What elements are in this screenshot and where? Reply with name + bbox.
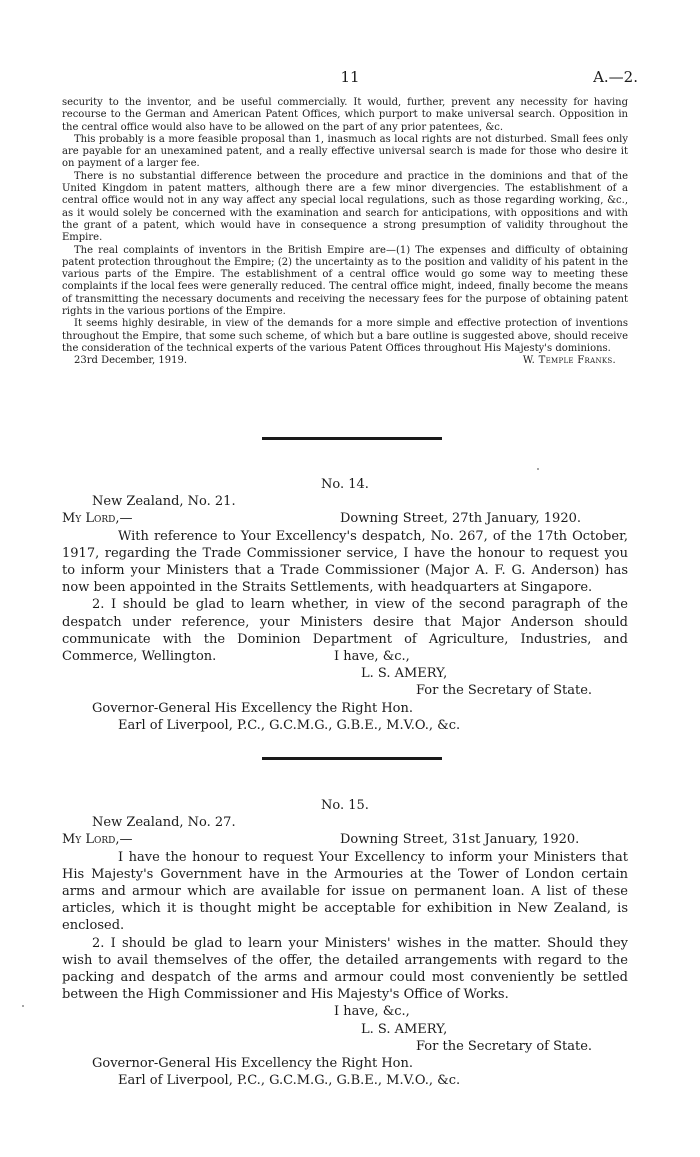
signatory-line [62,665,628,682]
report-paragraph: It seems highly desirable, in view of the demands for a more simple and effective protection of inventions throughout the Empire, that some such scheme, of which but a bare outline is suggested above, should receive the consideration of the technical experts of the various Patent Offices throughout His Majesty's dominions. [62,318,628,354]
print-speck [22,1005,24,1007]
salutation-line [62,831,628,848]
addressee-line-2: Earl of Liverpool, P.C., G.C.M.G., G.B.E., M.V.O., &c. [118,1073,461,1089]
letter-reference: New Zealand, No. 21. [92,494,236,510]
report-signature: W. Temple Franks. [522,355,616,367]
signatory-title: For the Secretary of State. [416,1038,593,1054]
letter-number: No. 14. [321,477,369,492]
addressee-line-1: Governor-General His Excellency the Right Hon. [92,700,413,716]
letter-paragraph: I have the honour to request Your Excellency to inform your Ministers that His Majesty's Government have in the Armouries at the Tower of London certain arms and armour which are available for issue on permanent loan. A list of these articles, which it is thought might be acceptable for exhibition in New Zealand, is enclosed. [62,849,628,934]
report-paragraph: This probably is a more feasible proposal than 1, inasmuch as local rights are not disturbed. Small fees only are payable for an unexamined patent, and a really effective universal search is made for those who desire it on payment of a larger fee. [62,133,628,170]
section-divider [262,437,442,440]
closing: I have, &c., [334,649,410,664]
signatory: L. S. AMERY, [361,666,448,682]
report-paragraph: security to the inventor, and be useful commercially. It would, further, prevent any necessity for having recourse to the German and American Patent Offices, which purport to make universal search. Opposition in the central office would also have to be allowed on the part of any prior patentees, &c. [62,97,628,133]
letter-no-15 [62,797,628,1089]
report-signature-row [62,355,628,369]
dateline: Downing Street, 31st January, 1920. [340,832,580,848]
signatory-title: For the Secretary of State. [416,683,593,699]
letter-no-14 [62,476,628,734]
section-divider [262,757,442,760]
signatory-title-line [62,1038,628,1055]
report-continuation [62,97,628,369]
report-date: 23rd December, 1919. [74,355,188,367]
closing-line [62,648,628,665]
addressee-line-1: Governor-General His Excellency the Right Hon. [92,1055,413,1071]
signatory: L. S. AMERY, [361,1021,448,1037]
addressee-line-2: Earl of Liverpool, P.C., G.C.M.G., G.B.E., M.V.O., &c. [118,717,461,733]
letter-body [62,849,628,1004]
letter-paragraph: With reference to Your Excellency's despatch, No. 267, of the 17th October, 1917, regarding the Trade Commissioner service, I have the honour to request you to inform your Ministers that a Trade Commissioner (Major A. F. G. Anderson) has now been appointed in the Straits Settlements, with headquarters at Singapore. [62,528,628,596]
letter-paragraph: 2. I should be glad to learn your Ministers' wishes in the matter. Should they wish to avail themselves of the offer, the detailed arrangements with regard to the packing and despatch of the arms and armour could most conveniently be settled between the High Commissioner and His Majesty's Office of Works. [62,935,628,1003]
signatory-title-line [62,682,628,699]
letter-paragraph: 2. I should be glad to learn whether, in view of the second paragraph of the despatch under reference, your Ministers desire that Major Anderson should communicate with the Dominion Department of Agriculture, Industries, and Commerce, Wellington. [62,597,628,664]
closing: I have, &c., [334,1004,410,1020]
signatory-line [62,1021,628,1038]
salutation: My Lord,— [62,511,133,527]
salutation: My Lord,— [62,832,133,848]
report-paragraph: The real complaints of inventors in the British Empire are—(1) The expenses and difficulty of obtaining patent protection throughout the Empire; (2) the uncertainty as to the position and validity of his patent in the various parts of the Empire. The establishment of a central office would go some way to meeting these complaints if the local fees were generally reduced. The central office might, indeed, finally become the means of transmitting the necessary documents and receiving the necessary fees for the purpose of obtaining patent rights in the various portions of the Empire. [62,244,628,318]
page-number: 11 [340,68,360,86]
letter-body [62,528,628,666]
report-paragraph: There is no substantial difference between the procedure and practice in the dominions and that of the United Kingdom in patent matters, although there are a few minor divergencies. The establishment of a central office would not in any way affect any special local regulations, such as those regarding working, &c., as it would solely be concerned with the examination and search for anticipations, with oppositions and with the grant of a patent, which would have in consequence a strong presumption of validity throughout the Empire. [62,170,628,244]
closing-line [62,1003,628,1020]
salutation-line [62,510,628,527]
dateline: Downing Street, 27th January, 1920. [340,511,581,527]
print-speck [537,468,539,470]
letter-number: No. 15. [321,798,369,813]
document-reference: A.—2. [593,68,638,86]
letter-reference: New Zealand, No. 27. [92,815,236,831]
